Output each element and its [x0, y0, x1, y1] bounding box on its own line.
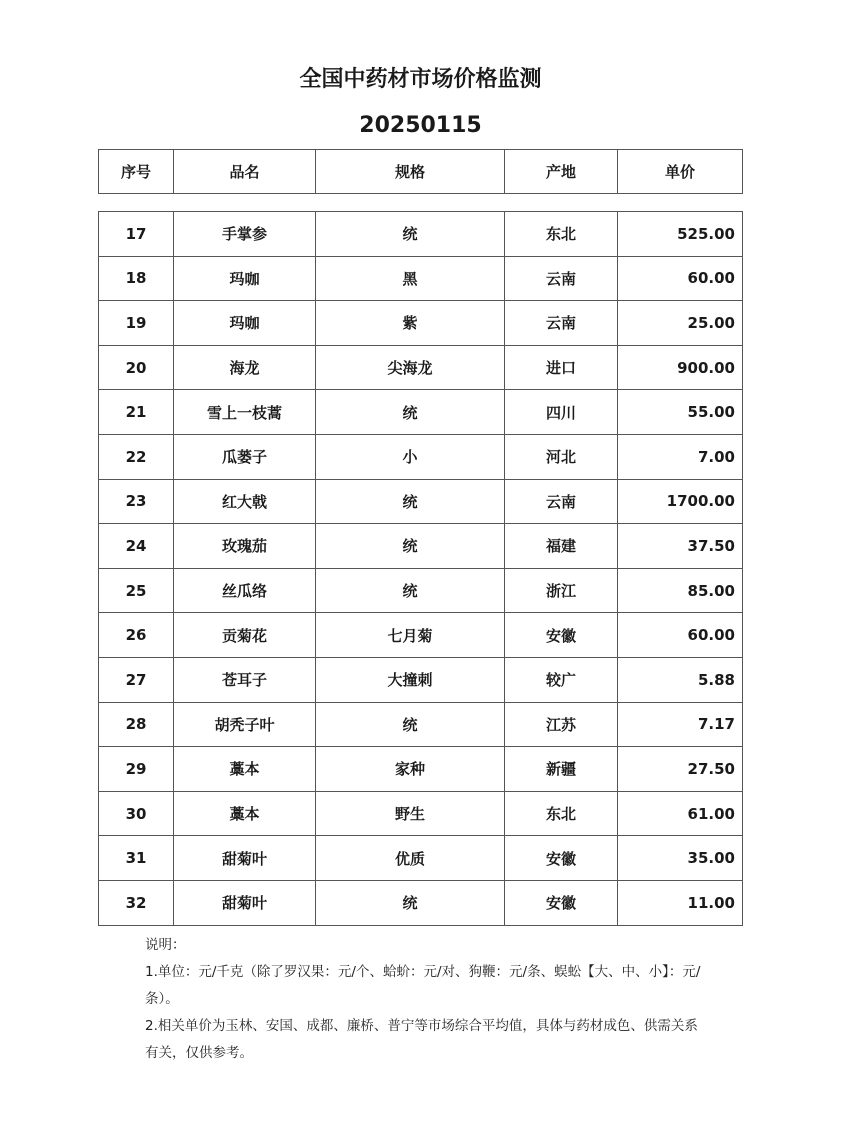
cell-spec: 野生: [316, 791, 505, 836]
cell-price: 55.00: [618, 390, 743, 435]
table-header: [98, 149, 743, 194]
cell-name: 藁本: [174, 747, 316, 792]
table-row: [99, 613, 743, 658]
cell-name: 甜菊叶: [174, 836, 316, 881]
cell-name: 玛咖: [174, 301, 316, 346]
notes: [145, 932, 705, 1067]
price-table: [98, 211, 743, 926]
table-row: [99, 791, 743, 836]
cell-origin: 安徽: [505, 880, 618, 925]
cell-origin: 较广: [505, 657, 618, 702]
table-row: [99, 747, 743, 792]
cell-no: 19: [99, 301, 174, 346]
cell-name: 玛咖: [174, 256, 316, 301]
cell-price: 61.00: [618, 791, 743, 836]
cell-price: 900.00: [618, 345, 743, 390]
cell-spec: 大撞刺: [316, 657, 505, 702]
cell-spec: 统: [316, 212, 505, 257]
cell-name: 苍耳子: [174, 657, 316, 702]
cell-no: 17: [99, 212, 174, 257]
cell-name: 玫瑰茄: [174, 524, 316, 569]
cell-spec: 统: [316, 390, 505, 435]
table-row: [99, 568, 743, 613]
cell-no: 22: [99, 434, 174, 479]
notes-line-1: 1.单位：元/千克（除了罗汉果：元/个、蛤蚧：元/对、狗鞭：元/条、蜈蚣【大、中、小】：元/条）。: [145, 964, 701, 1007]
cell-spec: 统: [316, 702, 505, 747]
table-row: [99, 390, 743, 435]
cell-origin: 安徽: [505, 836, 618, 881]
cell-origin: 云南: [505, 301, 618, 346]
cell-spec: 统: [316, 568, 505, 613]
cell-no: 24: [99, 524, 174, 569]
cell-spec: 七月菊: [316, 613, 505, 658]
table-row: [99, 301, 743, 346]
cell-name: 雪上一枝蒿: [174, 390, 316, 435]
table-row: [99, 345, 743, 390]
cell-name: 红大戟: [174, 479, 316, 524]
cell-name: 贡菊花: [174, 613, 316, 658]
table-row: [99, 524, 743, 569]
cell-name: 海龙: [174, 345, 316, 390]
cell-origin: 云南: [505, 256, 618, 301]
cell-no: 18: [99, 256, 174, 301]
cell-origin: 江苏: [505, 702, 618, 747]
table-row: [99, 256, 743, 301]
cell-no: 25: [99, 568, 174, 613]
cell-origin: 四川: [505, 390, 618, 435]
cell-name: 丝瓜络: [174, 568, 316, 613]
cell-price: 7.00: [618, 434, 743, 479]
table-row: [99, 479, 743, 524]
cell-spec: 小: [316, 434, 505, 479]
table-row: [99, 880, 743, 925]
cell-origin: 东北: [505, 212, 618, 257]
report-date: 20250115: [359, 113, 482, 138]
cell-no: 27: [99, 657, 174, 702]
notes-line-2: 2.相关单价为玉林、安国、成都、廉桥、普宁等市场综合平均值，具体与药材成色、供需关系有关，仅供参考。: [145, 1018, 698, 1061]
cell-no: 32: [99, 880, 174, 925]
cell-spec: 尖海龙: [316, 345, 505, 390]
header-name: 品名: [174, 150, 316, 194]
cell-spec: 家种: [316, 747, 505, 792]
table-row: [99, 434, 743, 479]
cell-spec: 优质: [316, 836, 505, 881]
cell-origin: 浙江: [505, 568, 618, 613]
cell-name: 胡秃子叶: [174, 702, 316, 747]
cell-price: 7.17: [618, 702, 743, 747]
cell-price: 60.00: [618, 256, 743, 301]
cell-price: 525.00: [618, 212, 743, 257]
cell-origin: 云南: [505, 479, 618, 524]
cell-origin: 新疆: [505, 747, 618, 792]
cell-spec: 统: [316, 524, 505, 569]
cell-price: 5.88: [618, 657, 743, 702]
table-row: [99, 836, 743, 881]
page-title: 全国中药材市场价格监测: [299, 67, 542, 92]
cell-price: 60.00: [618, 613, 743, 658]
header-price: 单价: [618, 150, 743, 194]
cell-no: 28: [99, 702, 174, 747]
cell-name: 甜菊叶: [174, 880, 316, 925]
cell-price: 35.00: [618, 836, 743, 881]
cell-origin: 东北: [505, 791, 618, 836]
table-row: [99, 702, 743, 747]
cell-no: 29: [99, 747, 174, 792]
cell-origin: 进口: [505, 345, 618, 390]
notes-heading: 说明：: [145, 937, 186, 953]
table-row: [99, 657, 743, 702]
cell-name: 藁本: [174, 791, 316, 836]
cell-spec: 紫: [316, 301, 505, 346]
cell-no: 20: [99, 345, 174, 390]
cell-origin: 河北: [505, 434, 618, 479]
table-row: [99, 212, 743, 257]
cell-spec: 黑: [316, 256, 505, 301]
header-origin: 产地: [505, 150, 618, 194]
cell-no: 30: [99, 791, 174, 836]
cell-origin: 福建: [505, 524, 618, 569]
cell-no: 31: [99, 836, 174, 881]
cell-spec: 统: [316, 479, 505, 524]
cell-name: 瓜蒌子: [174, 434, 316, 479]
cell-no: 23: [99, 479, 174, 524]
cell-price: 1700.00: [618, 479, 743, 524]
cell-name: 手掌参: [174, 212, 316, 257]
cell-price: 11.00: [618, 880, 743, 925]
cell-spec: 统: [316, 880, 505, 925]
cell-no: 21: [99, 390, 174, 435]
header-spec: 规格: [316, 150, 505, 194]
cell-no: 26: [99, 613, 174, 658]
cell-price: 25.00: [618, 301, 743, 346]
cell-origin: 安徽: [505, 613, 618, 658]
header-no: 序号: [99, 150, 174, 194]
cell-price: 85.00: [618, 568, 743, 613]
cell-price: 37.50: [618, 524, 743, 569]
cell-price: 27.50: [618, 747, 743, 792]
